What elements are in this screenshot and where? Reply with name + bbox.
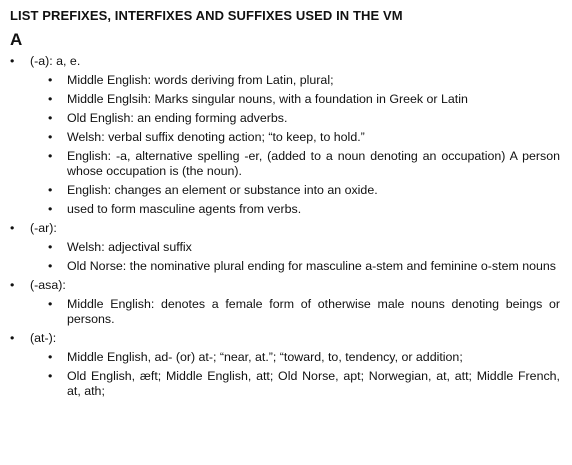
meaning-item [30,130,560,145]
meaning-item [30,369,560,399]
meaning-text: Old English: an ending forming adverbs. [67,111,288,125]
meaning-text: Old Norse: the nominative plural ending for masculine a-stem and feminine o-stem nouns [67,259,556,273]
bullet-icon: • [48,240,53,254]
meaning-item [30,350,560,365]
bullet-icon: • [48,149,53,163]
bullet-icon: • [48,259,53,273]
bullet-icon: • [10,278,15,292]
bullet-icon: • [48,130,53,144]
meaning-text: Middle Englsih: Marks singular nouns, with a foundation in Greek or Latin [67,92,468,106]
entry-term: (-asa): [30,278,66,292]
bullet-icon: • [48,92,53,106]
bullet-icon: • [10,331,15,345]
meaning-text: English: -a, alternative spelling -er, (added to a noun denoting an occupation) A person whose occupation is (the noun). [67,149,560,178]
meaning-item [30,149,560,179]
bullet-icon: • [48,73,53,87]
meaning-text: Welsh: verbal suffix denoting action; “to keep, to hold.” [67,130,365,144]
meaning-text: Middle English, ad- (or) at-; “near, at.”; “toward, to, tendency, or addition; [67,350,463,364]
bullet-icon: • [48,369,53,383]
entry-item [10,221,560,274]
meaning-item [30,240,560,255]
bullet-icon: • [48,183,53,197]
meaning-item [30,73,560,88]
entry-term: (at-): [30,331,57,345]
entry-item [10,54,560,217]
bullet-icon: • [48,202,53,216]
meaning-text: English: changes an element or substance into an oxide. [67,183,378,197]
bullet-icon: • [10,54,15,68]
bullet-icon: • [48,111,53,125]
meaning-list [30,73,560,217]
meaning-text: Middle English: words deriving from Latin, plural; [67,73,334,87]
meaning-list [30,240,560,274]
meaning-item [30,183,560,198]
meaning-item [30,297,560,327]
bullet-icon: • [48,350,53,364]
meaning-item [30,111,560,126]
entry-term: (-a): a, e. [30,54,81,68]
meaning-item [30,202,560,217]
bullet-icon: • [10,221,15,235]
entry-term: (-ar): [30,221,57,235]
meaning-text: Old English, æft; Middle English, att; Old Norse, apt; Norwegian, at, att; Middle French, at, ath; [67,369,560,398]
meaning-list [30,350,560,399]
bullet-icon: • [48,297,53,311]
meaning-text: Middle English: denotes a female form of otherwise male nouns denoting beings or persons. [67,297,560,326]
meaning-item [30,92,560,107]
section-letter: A [10,30,23,49]
entry-list [10,54,560,399]
entry-item [10,278,560,327]
page-title: LIST PREFIXES, INTERFIXES AND SUFFIXES USED IN THE VM [10,8,403,23]
meaning-text: Welsh: adjectival suffix [67,240,192,254]
meaning-text: used to form masculine agents from verbs. [67,202,302,216]
meaning-list [30,297,560,327]
meaning-item [30,259,560,274]
entry-item [10,331,560,399]
